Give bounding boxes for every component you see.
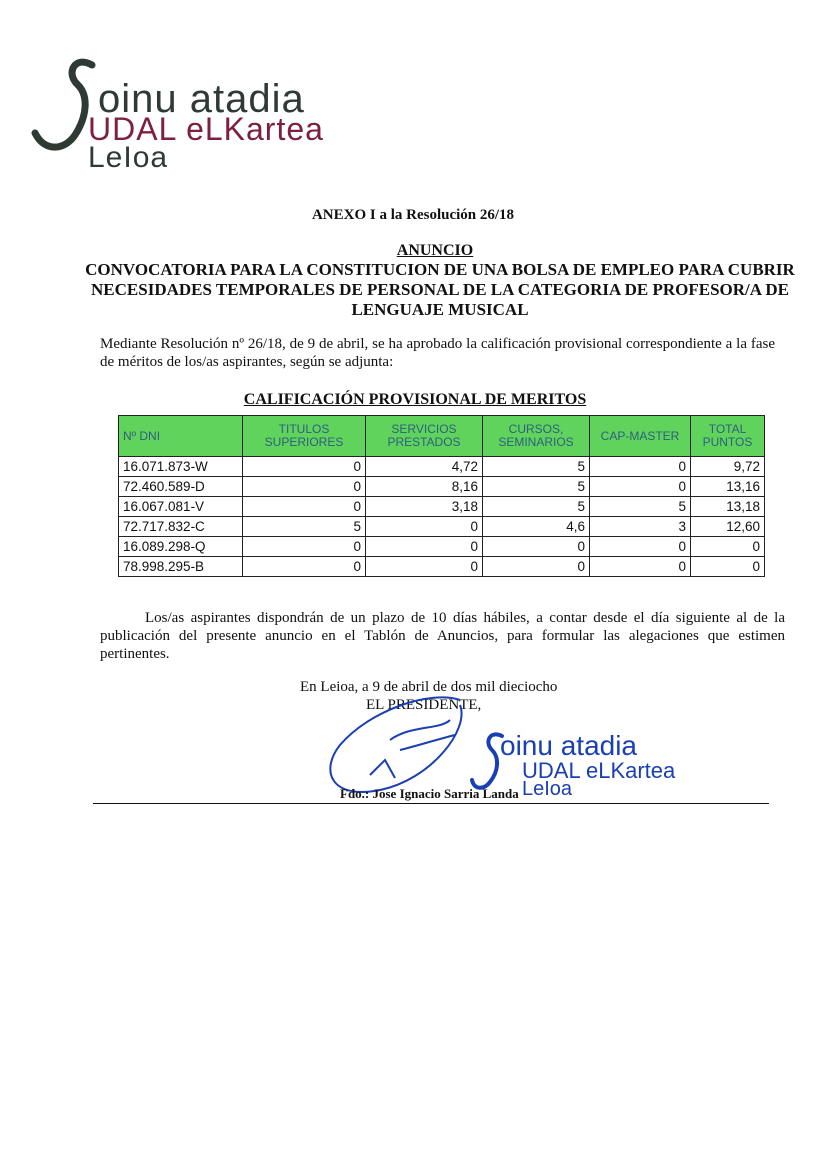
stamp-line-1: oinu atadia [500, 730, 638, 761]
cell-cursos: 5 [483, 457, 590, 477]
cell-cap-master: 3 [590, 517, 691, 537]
logo-line-3: LeIoa [88, 141, 169, 174]
cell-total: 0 [691, 537, 765, 557]
cell-titulos: 0 [243, 537, 366, 557]
header-total: TOTAL PUNTOS [691, 416, 765, 457]
cell-servicios: 0 [366, 557, 483, 577]
deadline-paragraph: Los/as aspirantes dispondrán de un plazo de 10 días hábiles, a contar desde el día siguiente al de la publicación del presente anuncio en el Tablón de Anuncios, para formular las alegaciones que estimen pertinentes. [100, 610, 785, 662]
cell-total: 13,18 [691, 497, 765, 517]
cell-servicios: 0 [366, 517, 483, 537]
cell-servicios: 4,72 [366, 457, 483, 477]
logo-line-1: oinu atadia [98, 77, 305, 121]
cell-dni: 78.998.295-B [119, 557, 243, 577]
convocatoria-title: CONVOCATORIA PARA LA CONSTITUCION DE UNA BOLSA DE EMPLEO PARA CUBRIR NECESIDADES TEMPORALES DE PERSONAL DE LA CATEGORIA DE PROFESOR/A DE LENGUAJE MUSICAL [85, 260, 795, 319]
table-row [119, 557, 765, 577]
cell-titulos: 5 [243, 517, 366, 537]
signer-name: Fdo.: Jose Ignacio Sarria Landa [340, 786, 519, 801]
cell-cursos: 5 [483, 497, 590, 517]
cell-cap-master: 5 [590, 497, 691, 517]
table-row [119, 457, 765, 477]
signature-rule [93, 803, 769, 804]
signer-role: EL PRESIDENTE, [366, 697, 482, 713]
cell-dni: 72.460.589-D [119, 477, 243, 497]
stamp-line-3: LeIoa [522, 778, 573, 800]
cell-cap-master: 0 [590, 557, 691, 577]
cell-dni: 16.067.081-V [119, 497, 243, 517]
header-titulos: TITULOS SUPERIORES [243, 416, 366, 457]
cell-servicios: 0 [366, 537, 483, 557]
cell-dni: 72.717.832-C [119, 517, 243, 537]
annex-heading: ANEXO I a la Resolución 26/18 [311, 207, 515, 223]
header-cursos: CURSOS, SEMINARIOS [483, 416, 590, 457]
place-date: En Leioa, a 9 de abril de dos mil dieciocho [300, 679, 558, 695]
stamp-line-2: UDAL eLKartea [522, 758, 676, 783]
table-title: CALIFICACIÓN PROVISIONAL DE MERITOS [243, 391, 587, 408]
merits-table [118, 415, 765, 577]
table-row [119, 477, 765, 497]
table-row [119, 517, 765, 537]
cell-cursos: 5 [483, 477, 590, 497]
cell-total: 9,72 [691, 457, 765, 477]
cell-titulos: 0 [243, 497, 366, 517]
cell-servicios: 8,16 [366, 477, 483, 497]
cell-dni: 16.071.873-W [119, 457, 243, 477]
cell-titulos: 0 [243, 557, 366, 577]
announcement-heading: ANUNCIO [396, 242, 474, 259]
header-servicios: SERVICIOS PRESTADOS [366, 416, 483, 457]
header-cap-master: CAP-MASTER [590, 416, 691, 457]
organization-logo [30, 55, 370, 175]
table-row [119, 497, 765, 517]
cell-total: 13,16 [691, 477, 765, 497]
cell-cursos: 0 [483, 557, 590, 577]
cell-titulos: 0 [243, 457, 366, 477]
intro-paragraph: Mediante Resolución nº 26/18, de 9 de abril, se ha aprobado la calificación provisional correspondiente a la fase de méritos de los/as aspirantes, según se adjunta: [100, 336, 775, 370]
logo-line-2: UDAL eLKartea [88, 111, 324, 147]
cell-cursos: 4,6 [483, 517, 590, 537]
cell-cap-master: 0 [590, 457, 691, 477]
cell-titulos: 0 [243, 477, 366, 497]
table-header-row [119, 416, 765, 457]
cell-total: 12,60 [691, 517, 765, 537]
cell-servicios: 3,18 [366, 497, 483, 517]
header-dni: Nº DNI [119, 416, 243, 457]
table-row [119, 537, 765, 557]
cell-cap-master: 0 [590, 537, 691, 557]
cell-dni: 16.089.298-Q [119, 537, 243, 557]
cell-cursos: 0 [483, 537, 590, 557]
cell-total: 0 [691, 557, 765, 577]
cell-cap-master: 0 [590, 477, 691, 497]
